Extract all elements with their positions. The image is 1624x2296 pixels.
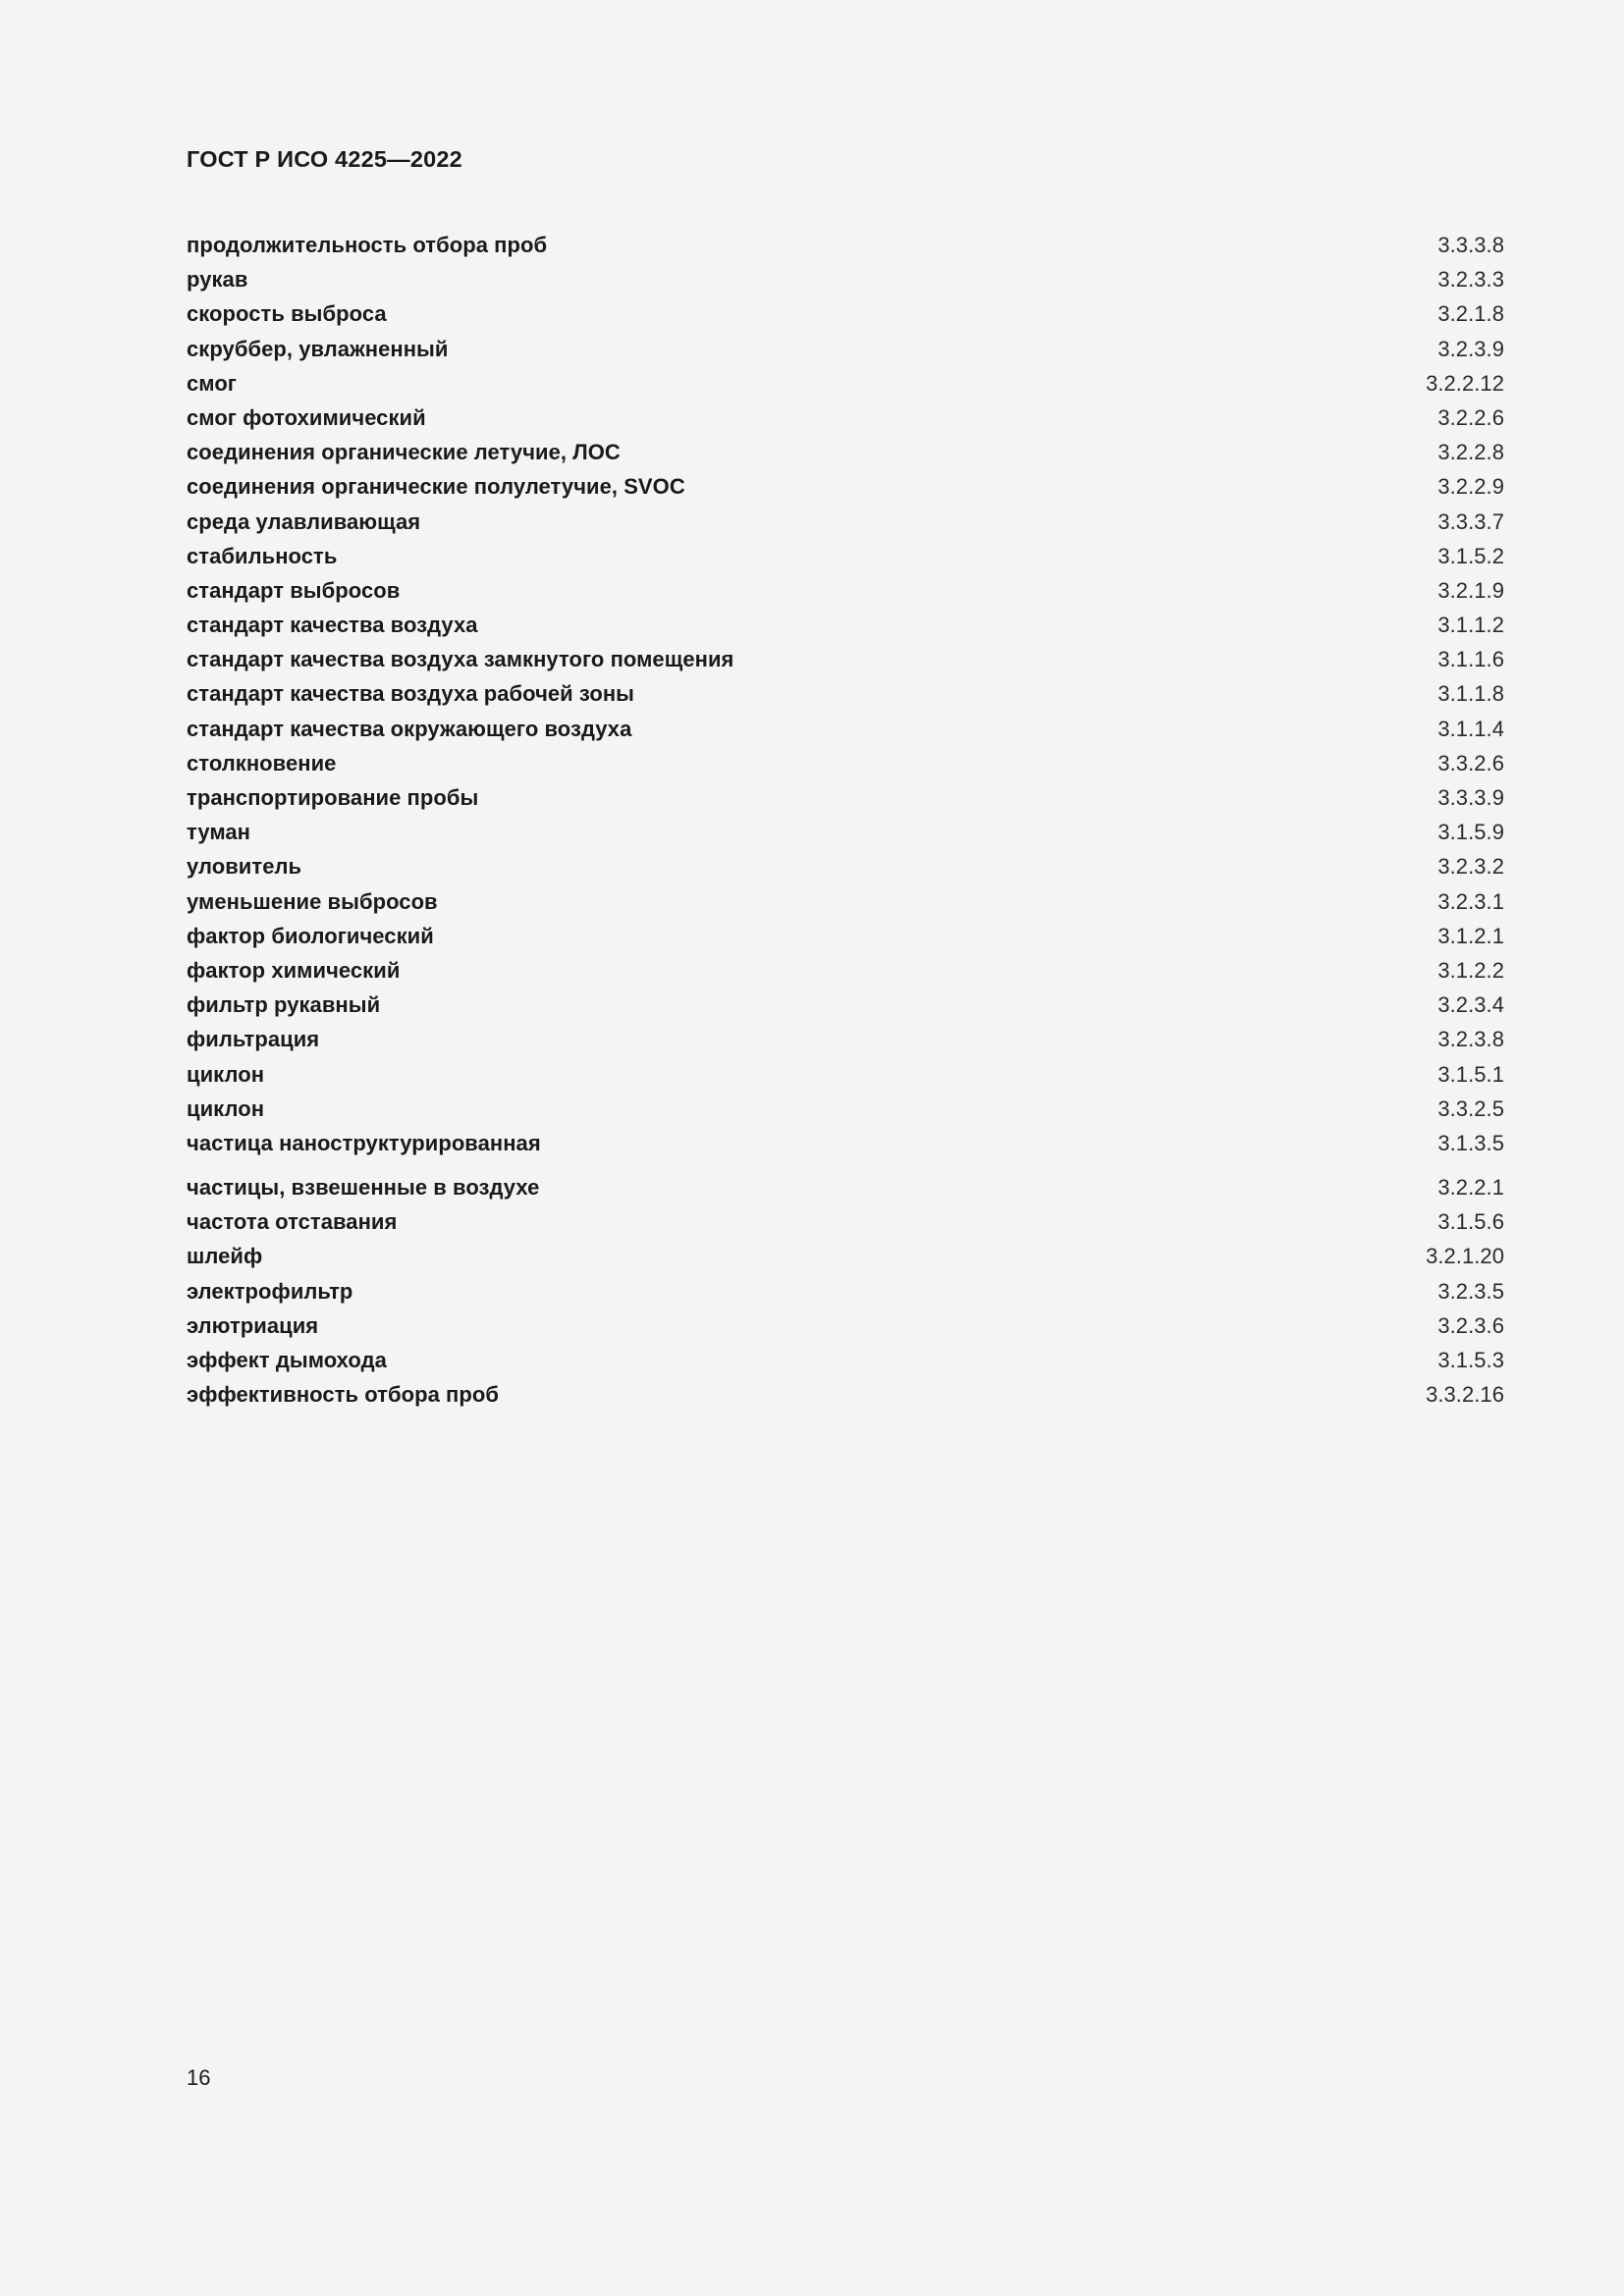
index-entry-term: частицы, взвешенные в воздухе [187, 1175, 540, 1201]
page-number: 16 [187, 2065, 211, 2090]
index-entry-term: элютриация [187, 1312, 319, 1338]
index-entry-reference: 3.1.1.2 [1437, 613, 1504, 638]
index-entry-term: столкновение [187, 750, 337, 775]
index-entry [187, 435, 1504, 469]
index-entry-term: фактор химический [187, 957, 401, 983]
index-entry-term: фильтр рукавный [187, 992, 381, 1018]
index-entry-term: смог [187, 370, 238, 396]
index-entry-reference: 3.2.2.8 [1437, 440, 1504, 465]
index-entry-term: фильтрация [187, 1027, 320, 1052]
index-entry-term: стандарт качества воздуха [187, 613, 478, 638]
index-entry-reference: 3.3.3.8 [1437, 233, 1504, 257]
index-entry-term: транспортирование пробы [187, 785, 479, 810]
index-entry-reference: 3.1.5.9 [1437, 820, 1504, 845]
index-entry-reference: 3.2.1.20 [1426, 1244, 1504, 1269]
index-entry-term: фактор биологический [187, 923, 434, 948]
index-entry-term: скорость выброса [187, 301, 387, 327]
index-entry [187, 1239, 1504, 1273]
index-entry-reference: 3.3.3.9 [1437, 785, 1504, 810]
index-entry-reference: 3.3.2.16 [1426, 1382, 1504, 1408]
index-entry [187, 746, 1504, 780]
index-entry-reference: 3.1.2.1 [1437, 923, 1504, 948]
index-entry [187, 296, 1504, 331]
index-entry [187, 1092, 1504, 1126]
index-entry-reference: 3.3.2.5 [1437, 1095, 1504, 1121]
index-entry-term: частота отставания [187, 1209, 398, 1235]
index-entry-reference: 3.2.3.4 [1437, 992, 1504, 1018]
index-entry [187, 919, 1504, 953]
index-entry-term: туман [187, 820, 251, 845]
index-entry-reference: 3.3.3.7 [1437, 508, 1504, 534]
index-entry-term: стабильность [187, 543, 338, 568]
index-entry-reference: 3.2.3.5 [1437, 1278, 1504, 1304]
index-entry-term: стандарт качества воздуха рабочей зоны [187, 681, 635, 707]
index-entry [187, 1343, 1504, 1377]
index-entry-term: соединения органические летучие, ЛОС [187, 440, 621, 465]
index-entry-reference: 3.2.3.1 [1437, 888, 1504, 914]
index-entry [187, 988, 1504, 1022]
index-entry-reference: 3.1.5.3 [1437, 1348, 1504, 1372]
index-entry [187, 400, 1504, 435]
index-entry-reference: 3.2.2.6 [1437, 404, 1504, 430]
index-entry-term: частица наноструктурированная [187, 1130, 541, 1155]
index-entry [187, 815, 1504, 849]
index-entry-term: соединения органические полулетучие, SVOC [187, 474, 685, 500]
index-entry-reference: 3.1.2.2 [1437, 957, 1504, 983]
index-entry-reference: 3.3.2.6 [1437, 750, 1504, 775]
index-entry-reference: 3.2.3.9 [1437, 336, 1504, 361]
index-entry-term: скруббер, увлажненный [187, 336, 449, 361]
index-entry-reference: 3.2.2.9 [1437, 474, 1504, 500]
index-entry-term: смог фотохимический [187, 404, 426, 430]
index-entry-term: стандарт выбросов [187, 577, 401, 603]
index-entry-reference: 3.2.3.2 [1437, 854, 1504, 880]
index-entry-reference: 3.2.1.8 [1437, 301, 1504, 327]
index-entry [187, 469, 1504, 504]
index-entry-reference: 3.1.5.6 [1437, 1209, 1504, 1235]
index-entry-term: циклон [187, 1061, 265, 1087]
index-entry [187, 953, 1504, 988]
index-entry [187, 1170, 1504, 1204]
standard-designation-header: ГОСТ Р ИСО 4225—2022 [187, 146, 462, 172]
index-entry-term: эффект дымохода [187, 1348, 387, 1372]
index-entry [187, 1057, 1504, 1092]
index-entry-term: продолжительность отбора проб [187, 233, 548, 257]
index-entry-reference: 3.2.2.1 [1437, 1175, 1504, 1201]
index-entry-term: среда улавливающая [187, 508, 421, 534]
index-entry [187, 505, 1504, 539]
index-entry-term: циклон [187, 1095, 265, 1121]
index-entry-reference: 3.1.5.1 [1437, 1061, 1504, 1087]
index-entry [187, 884, 1504, 919]
index-entry-reference: 3.1.1.6 [1437, 647, 1504, 672]
index-entry [187, 1126, 1504, 1160]
index-entry-term: шлейф [187, 1244, 263, 1269]
index-entry [187, 849, 1504, 883]
index-entry [187, 228, 1504, 262]
index-entry [187, 1308, 1504, 1343]
index-entry-term: электрофильтр [187, 1278, 353, 1304]
index-entry-reference: 3.2.3.8 [1437, 1027, 1504, 1052]
index-entry [187, 539, 1504, 573]
index-entry-term: уменьшение выбросов [187, 888, 438, 914]
index-entry [187, 1377, 1504, 1412]
index-entry [187, 573, 1504, 608]
index-entry-reference: 3.1.3.5 [1437, 1130, 1504, 1155]
index-entry-term: рукав [187, 267, 248, 293]
index-entry-term: стандарт качества воздуха замкнутого помещения [187, 647, 734, 672]
index-entry [187, 332, 1504, 366]
index-entry-reference: 3.2.3.3 [1437, 267, 1504, 293]
index-entry [187, 1204, 1504, 1239]
index-entry [187, 1274, 1504, 1308]
index-entry-reference: 3.2.3.6 [1437, 1312, 1504, 1338]
index-entry [187, 366, 1504, 400]
index-entry [187, 642, 1504, 676]
index-entry-reference: 3.2.1.9 [1437, 577, 1504, 603]
index-entry [187, 712, 1504, 746]
index-entry [187, 608, 1504, 642]
index-entry [187, 262, 1504, 296]
index-entry-reference: 3.1.5.2 [1437, 543, 1504, 568]
index-entry-reference: 3.1.1.8 [1437, 681, 1504, 707]
alphabetical-index-list [187, 228, 1504, 1412]
index-entry [187, 676, 1504, 711]
index-entry-term: стандарт качества окружающего воздуха [187, 716, 632, 741]
index-entry-reference: 3.2.2.12 [1426, 370, 1504, 396]
index-entry-term: уловитель [187, 854, 302, 880]
index-entry [187, 780, 1504, 815]
index-entry-term: эффективность отбора проб [187, 1382, 499, 1408]
index-entry [187, 1022, 1504, 1056]
index-entry-reference: 3.1.1.4 [1437, 716, 1504, 741]
